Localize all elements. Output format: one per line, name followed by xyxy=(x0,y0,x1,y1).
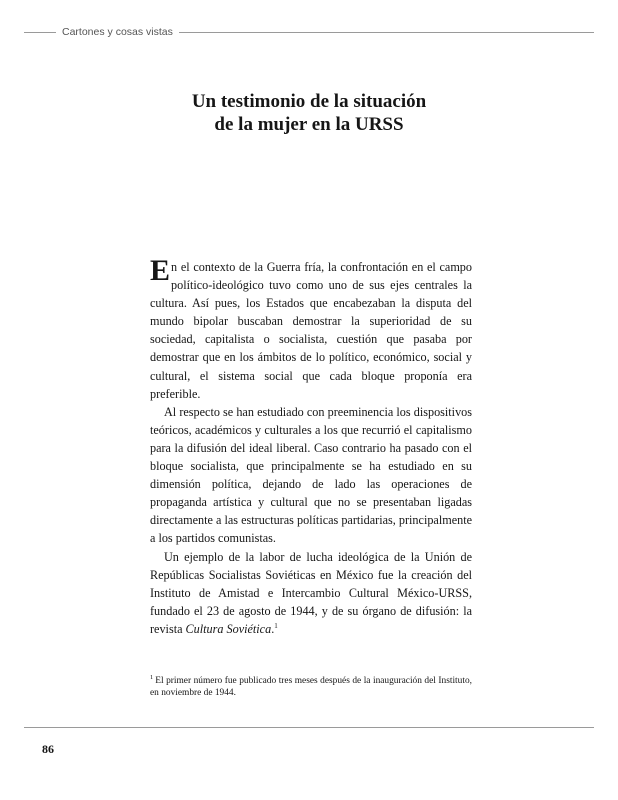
title-line-2: de la mujer en la URSS xyxy=(214,114,404,135)
header-rule-right xyxy=(179,32,594,33)
footnote-number: 1 xyxy=(150,673,154,681)
paragraph-3-text: Un ejemplo de la labor de lucha ideológica de la Unión de Repúblicas Socialistas Soviéticas en México fue la creación del Instituto de Amistad e Intercambio Cultural México-URSS, fundado el 23 de agosto de 1944, y de su órgano de difusión: la revista xyxy=(150,549,472,636)
footer-rule xyxy=(24,727,594,728)
paragraph-2: Al respecto se han estudiado con preeminencia los dispositivos teóricos, académicos y culturales a los que recurrió el capitalismo para la difusión del ideal liberal. Caso contrario ha pasado con el bloque socialista, que principalmente se ha estudiado en su dimensión política, dejando de lado las operaciones de propaganda artística y cultural que no se presentaban ligadas directamente a las estructuras políticas partidarias, principalmente a los partidos comunistas. xyxy=(150,404,472,546)
footnote-text: El primer número fue publicado tres meses después de la inauguración del Instituto, en noviembre de 1944. xyxy=(150,676,472,698)
page-number: 86 xyxy=(42,742,54,756)
header-rule-left xyxy=(24,32,56,33)
journal-title: Cultura Soviética xyxy=(185,621,272,636)
running-header xyxy=(24,26,594,38)
article-body xyxy=(150,254,472,638)
drop-cap: E xyxy=(150,254,171,287)
footnote xyxy=(150,673,472,699)
article-title xyxy=(0,90,618,136)
title-line-1: Un testimonio de la situación xyxy=(191,91,427,112)
paragraph-1 xyxy=(150,254,472,403)
footnote-reference[interactable]: 1 xyxy=(274,621,278,630)
paragraph-3-end: . xyxy=(271,621,275,636)
paragraph-1-text: n el contexto de la Guerra fría, la confrontación en el campo político-ideológico tuvo como uno de sus ejes centrales la cultura. Así pues, los Estados que encabezaban la disputa del mundo bipolar buscaban demostrar la superioridad de su sociedad, capitalista o socialista, cuestión que pasaba por demostrar que en los ámbitos de lo político, económico, social y cultural, el sistema social que cada bloque proponía era preferible. xyxy=(150,260,472,401)
running-title: Cartones y cosas vistas xyxy=(62,26,173,38)
paragraph-3 xyxy=(150,548,472,638)
